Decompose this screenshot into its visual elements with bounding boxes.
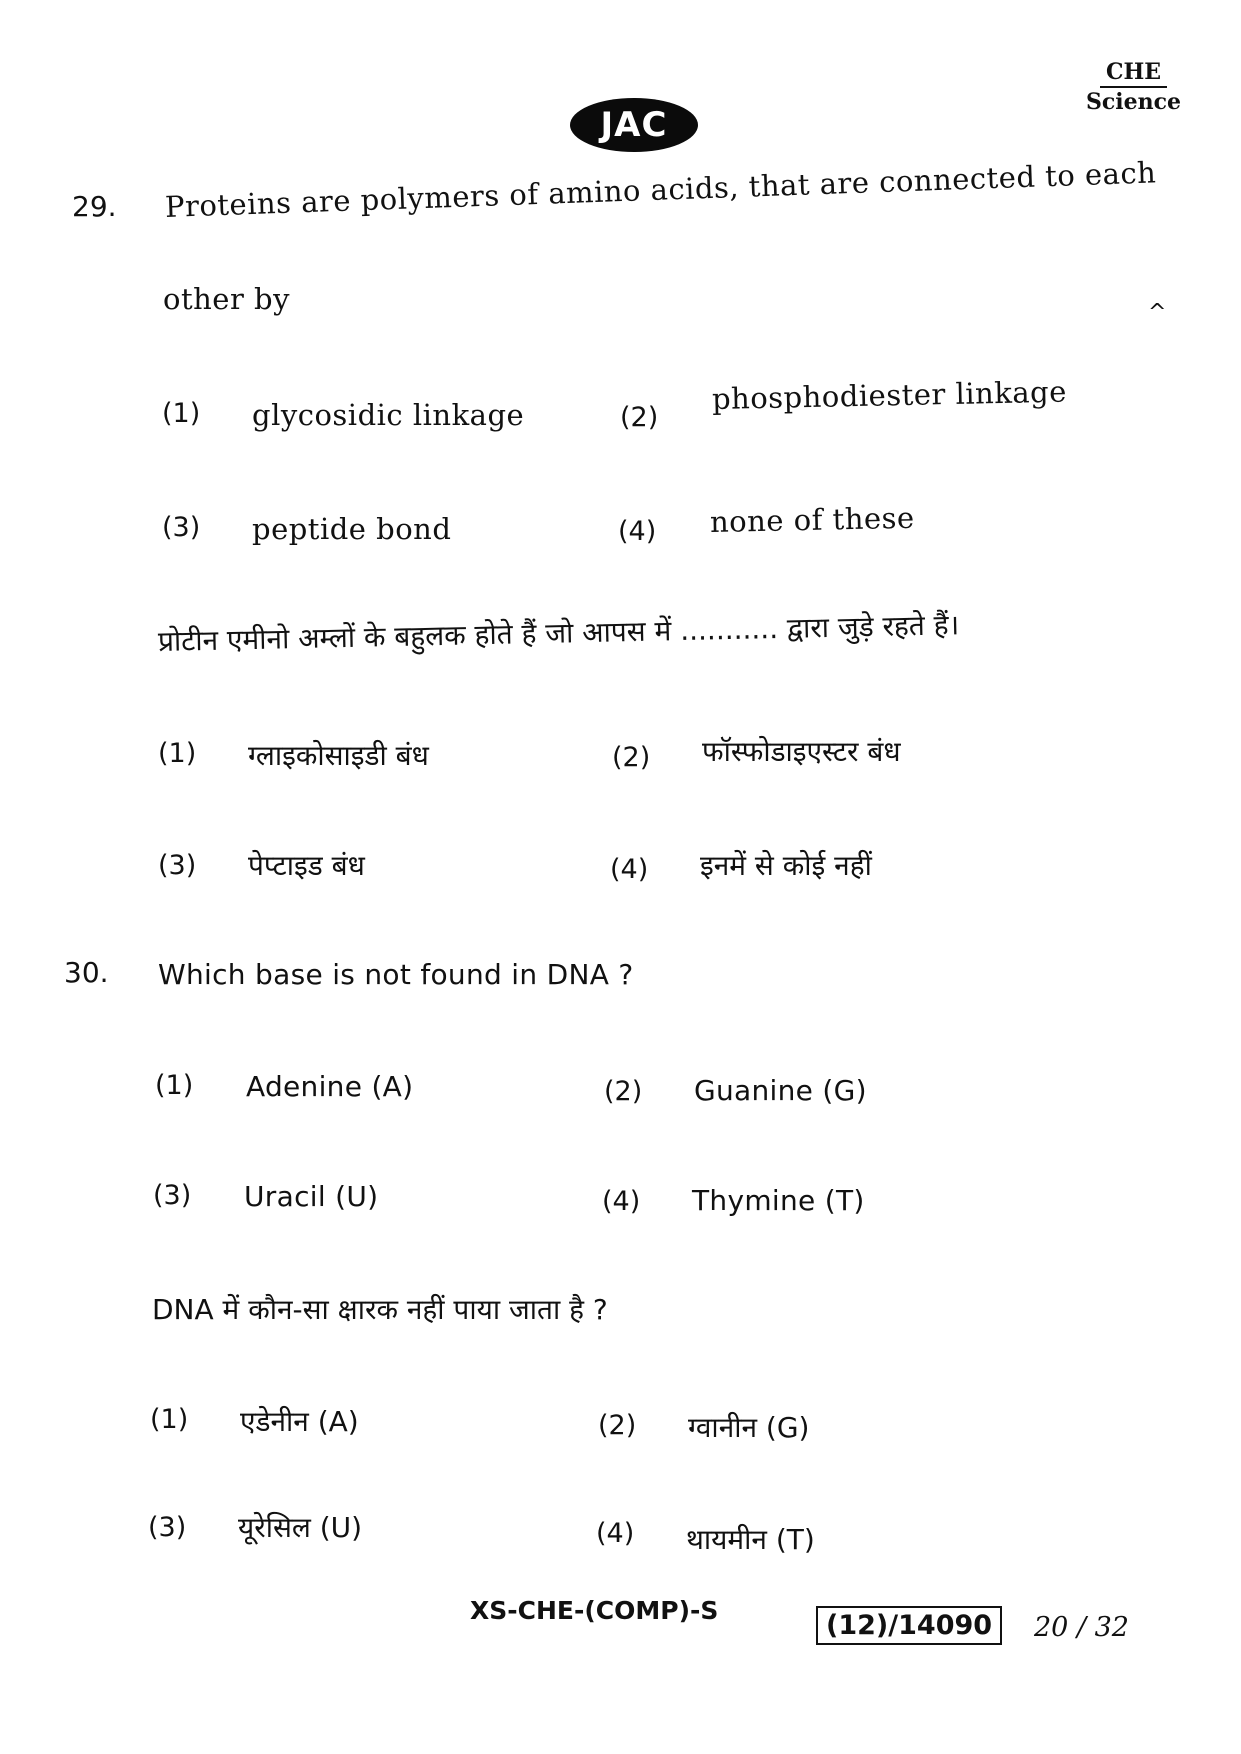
question-text-continued: other by [163,282,290,316]
option-number: (4) [618,516,657,547]
question-number: 30. [64,956,109,989]
subject-name: Science [1085,89,1181,116]
page-number: 20 / 32 [1034,1612,1129,1643]
option-number: (2) [620,402,659,433]
option-label-hindi: यूरेसिल (U) [238,1511,363,1544]
option-number: (3) [148,1512,187,1543]
option-label-hindi: ग्वानीन (G) [688,1411,810,1444]
option-label-hindi: थायमीन (T) [686,1523,815,1556]
option-label: Adenine (A) [246,1070,414,1103]
option-number: (1) [162,398,201,429]
question-text: Which base is not found in DNA ? [158,958,634,991]
option-label: none of these [709,500,915,539]
option-number: (3) [162,512,201,543]
option-number: (1) [155,1070,194,1101]
caret-mark: ^ [1148,300,1167,325]
subject-label [1086,60,1181,114]
option-label-hindi: पेप्टाइड बंध [248,849,365,882]
option-number: (2) [598,1410,637,1441]
jac-logo: JAC [570,98,698,152]
option-number: (2) [612,742,651,773]
option-number: (1) [150,1404,189,1435]
question-text-hindi: DNA में कौन-सा क्षारक नहीं पाया जाता है ? [152,1293,608,1326]
question-number: 29. [72,190,117,223]
option-number: (2) [604,1076,643,1107]
option-label: Thymine (T) [692,1184,865,1217]
option-label: glycosidic linkage [252,398,525,432]
option-label: Guanine (G) [694,1074,867,1107]
subject-code: CHE [1100,60,1167,88]
question-text: Proteins are polymers of amino acids, that are connected to each [164,155,1157,224]
option-label: Uracil (U) [244,1180,379,1213]
option-number: (1) [158,738,197,769]
option-label-hindi: ग्लाइकोसाइडी बंध [248,739,429,772]
option-number: (3) [158,850,197,881]
option-number: (4) [596,1518,635,1549]
option-number: (4) [602,1186,641,1217]
option-number: (4) [610,854,649,885]
paper-code: XS-CHE-(COMP)-S [470,1596,719,1625]
option-label: peptide bond [252,512,452,546]
option-label: phosphodiester linkage [711,374,1068,416]
option-number: (3) [153,1180,192,1211]
question-text-hindi: प्रोटीन एमीनो अम्लों के बहुलक होते हैं जो आपस में ........... द्वारा जुड़े रहते हैं। [157,608,960,658]
option-label-hindi: इनमें से कोई नहीं [700,849,872,882]
set-code: (12)/14090 [816,1606,1002,1645]
option-label-hindi: फॉस्फोडाइएस्टर बंध [702,735,901,768]
option-label-hindi: एडेनीन (A) [240,1405,359,1438]
